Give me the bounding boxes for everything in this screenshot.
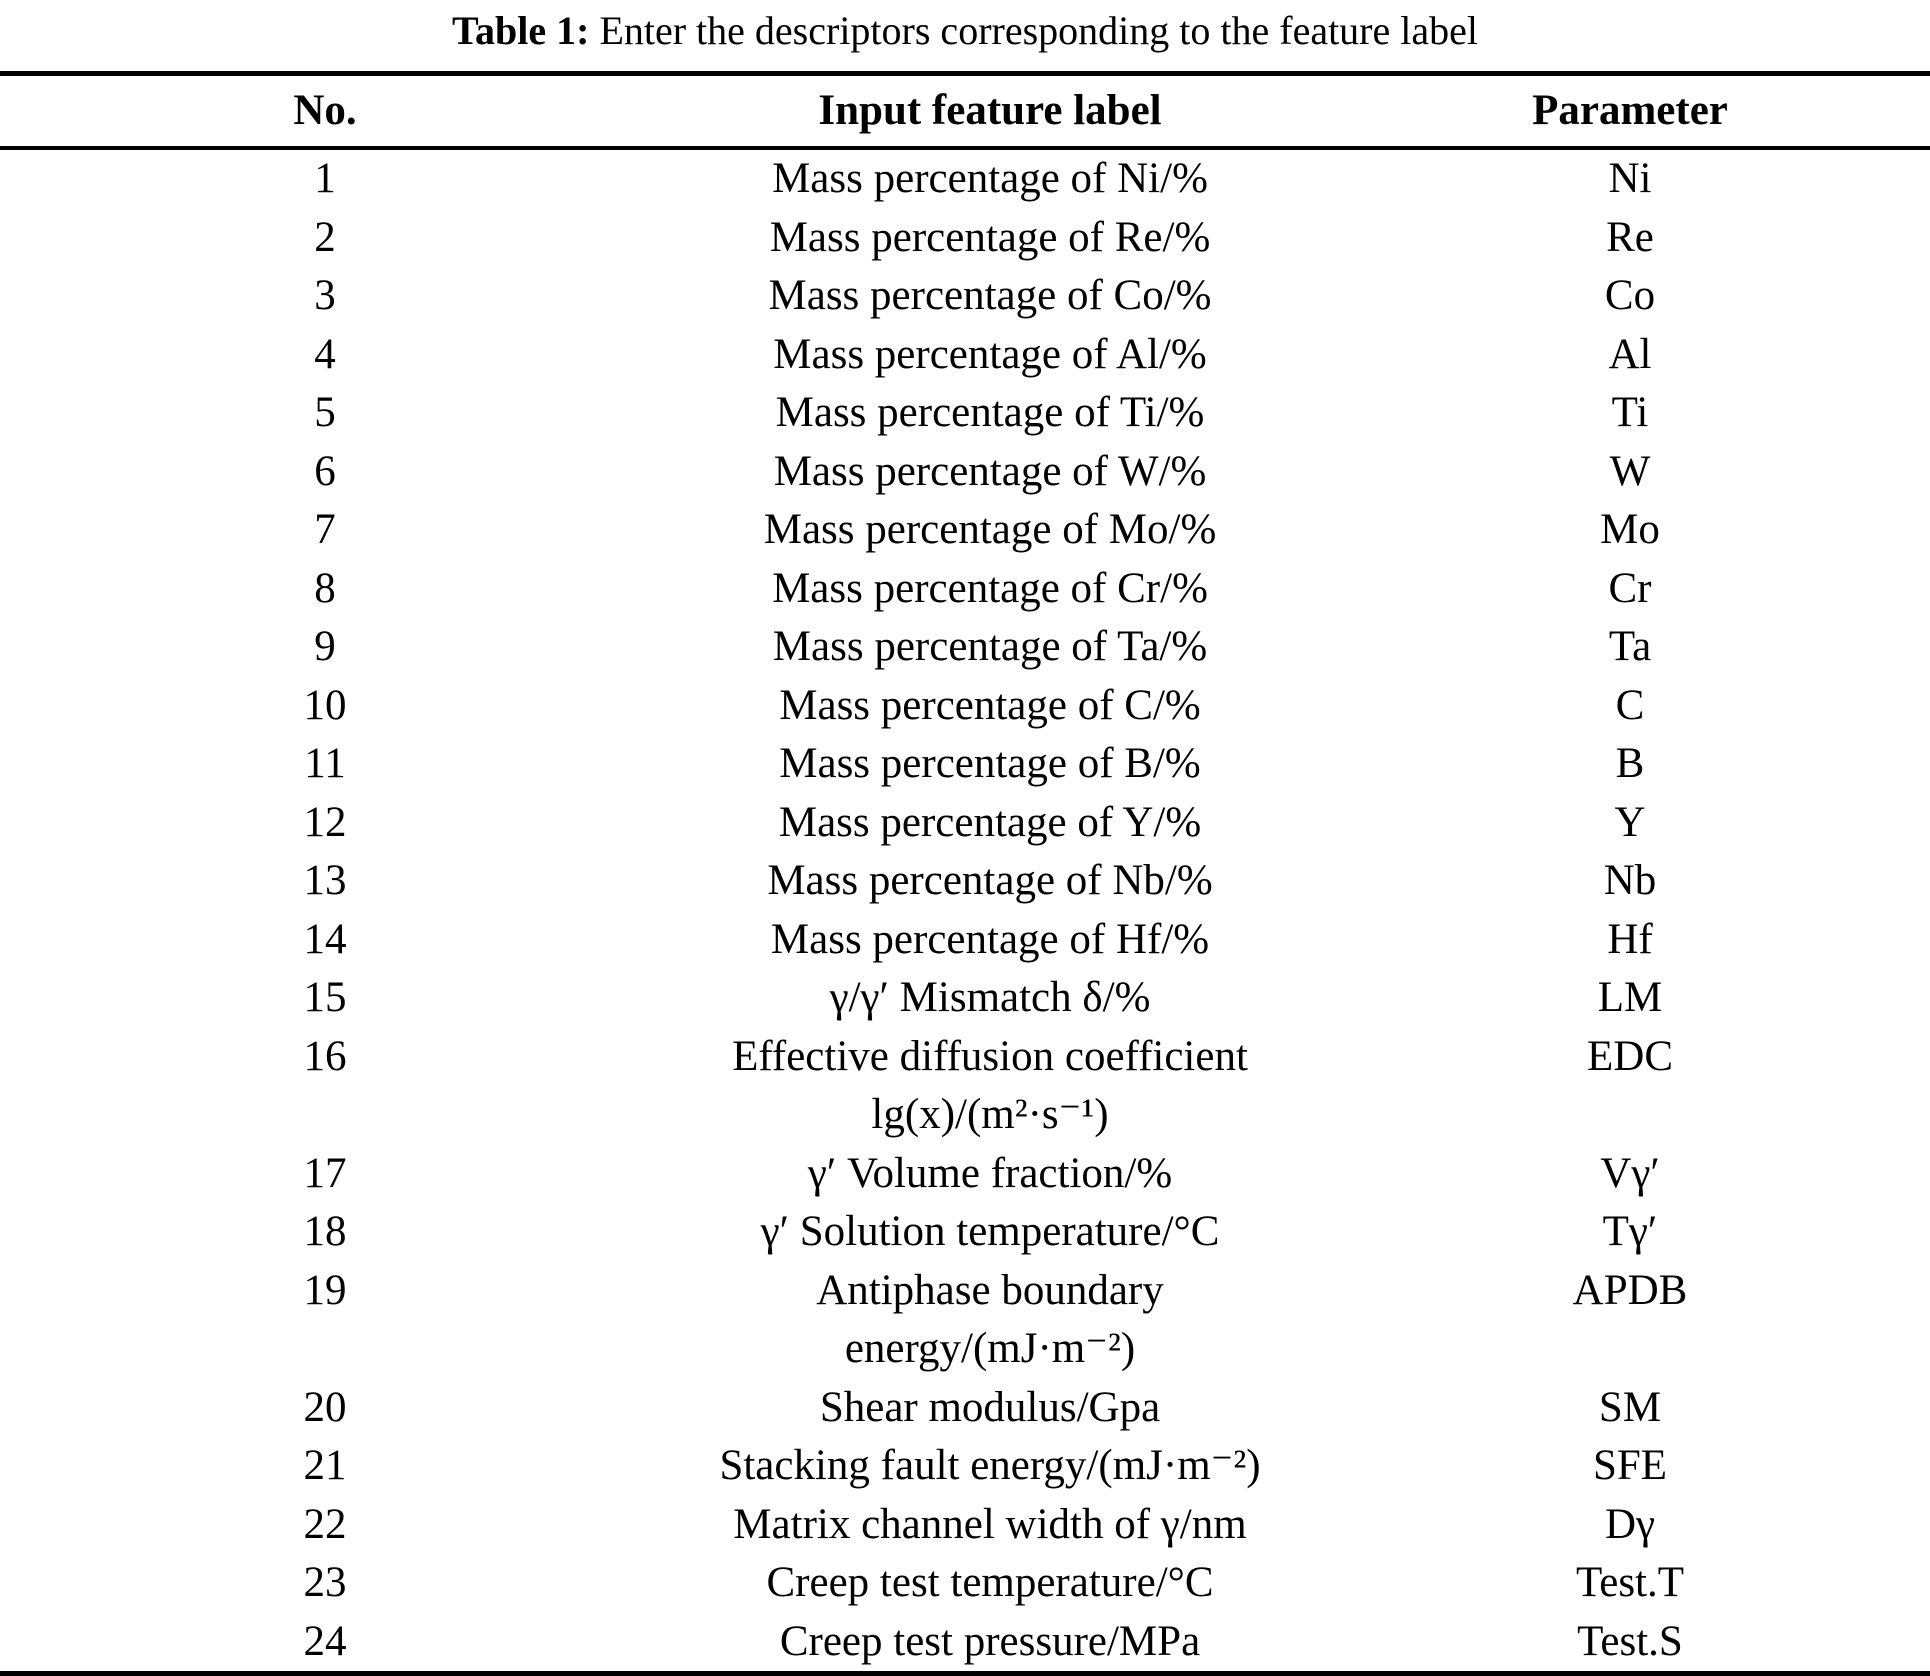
table-row	[0, 326, 1930, 385]
row-label	[650, 852, 1330, 911]
row-label	[650, 1262, 1330, 1379]
row-label	[650, 384, 1330, 443]
row-number: 11	[304, 740, 346, 787]
table-row	[0, 1613, 1930, 1672]
row-number: 15	[303, 974, 347, 1021]
row-parameter: Mo	[1600, 506, 1660, 553]
row-parameter: Nb	[1603, 857, 1657, 904]
row-number: 1	[314, 155, 336, 202]
row-number: 17	[303, 1149, 347, 1197]
row-label	[650, 560, 1330, 619]
row-label	[650, 794, 1330, 853]
row-number: 12	[303, 798, 347, 846]
column-header-input-feature-label: Input feature label	[818, 86, 1162, 134]
row-label-line1: Mass percentage of Hf/%	[770, 915, 1210, 963]
row-label-line1: Mass percentage of Mo/%	[763, 506, 1217, 553]
row-label	[650, 618, 1330, 677]
row-parameter: SM	[1598, 1383, 1662, 1431]
table-row	[0, 1262, 1930, 1379]
table-header-row	[0, 76, 1930, 146]
table-row	[0, 677, 1930, 736]
table-row	[0, 267, 1930, 326]
row-label-line1: Mass percentage of Y/%	[778, 798, 1202, 846]
table-row	[0, 209, 1930, 268]
row-label	[650, 150, 1330, 209]
row-label-line1: Antiphase boundary	[816, 1266, 1164, 1314]
row-parameter: Ti	[1611, 389, 1649, 436]
row-parameter: Cr	[1608, 564, 1652, 612]
row-number: 24	[303, 1617, 347, 1665]
table-caption-text: Enter the descriptors corresponding to the feature label	[599, 8, 1478, 53]
table-row	[0, 911, 1930, 970]
row-label-line1: Mass percentage of Re/%	[769, 213, 1211, 261]
row-label	[650, 1554, 1330, 1613]
row-parameter: Y	[1614, 798, 1646, 846]
table-row	[0, 852, 1930, 911]
row-number: 7	[314, 506, 336, 553]
table-row	[0, 735, 1930, 794]
row-number: 4	[314, 330, 336, 378]
row-label	[650, 1496, 1330, 1555]
row-parameter: Vγ′	[1600, 1149, 1660, 1197]
column-header-parameter: Parameter	[1532, 86, 1728, 134]
row-label-line1: Mass percentage of Al/%	[773, 330, 1207, 378]
row-number: 14	[303, 915, 347, 963]
row-label	[650, 209, 1330, 268]
table-row	[0, 443, 1930, 502]
row-number: 9	[314, 623, 336, 670]
row-label	[650, 677, 1330, 736]
row-parameter: Hf	[1607, 915, 1653, 963]
row-label	[650, 911, 1330, 970]
row-number: 6	[314, 447, 336, 495]
row-number: 18	[303, 1208, 347, 1255]
table-row	[0, 618, 1930, 677]
table-row	[0, 1437, 1930, 1496]
row-number: 5	[314, 389, 336, 436]
row-label-line1: Creep test temperature/°C	[766, 1559, 1214, 1606]
row-number: 8	[314, 564, 336, 612]
row-label	[650, 1145, 1330, 1204]
row-parameter: EDC	[1587, 1032, 1673, 1080]
row-parameter: Test.T	[1575, 1559, 1685, 1606]
row-parameter: Tγ′	[1602, 1208, 1658, 1255]
row-label	[650, 969, 1330, 1028]
row-label	[650, 267, 1330, 326]
row-number: 22	[303, 1500, 347, 1548]
row-label	[650, 326, 1330, 385]
table-row	[0, 969, 1930, 1028]
row-parameter: C	[1615, 681, 1645, 729]
row-label-line1: Mass percentage of B/%	[779, 740, 1201, 787]
row-number: 20	[303, 1383, 347, 1431]
row-label	[650, 501, 1330, 560]
row-parameter: W	[1609, 447, 1651, 495]
row-label-line1: Mass percentage of Ni/%	[772, 155, 1208, 202]
row-parameter: APDB	[1572, 1266, 1688, 1314]
row-label-line2: lg(x)/(m²·s⁻¹)	[871, 1091, 1109, 1138]
column-header-no: No.	[293, 86, 357, 134]
table-row	[0, 1554, 1930, 1613]
row-label-line1: Mass percentage of Ta/%	[772, 623, 1208, 670]
row-number: 16	[303, 1032, 347, 1080]
row-label-line1: Shear modulus/Gpa	[819, 1383, 1161, 1431]
row-parameter: Re	[1606, 213, 1654, 261]
row-parameter: Dγ	[1604, 1500, 1656, 1548]
table-row	[0, 794, 1930, 853]
table-row	[0, 1496, 1930, 1555]
row-number: 10	[303, 681, 347, 729]
row-label-line2: energy/(mJ·m⁻²)	[844, 1325, 1136, 1372]
row-label-line1: Mass percentage of C/%	[779, 681, 1201, 729]
row-parameter: LM	[1597, 974, 1663, 1021]
row-label	[650, 1028, 1330, 1145]
row-label	[650, 735, 1330, 794]
row-label-line1: Mass percentage of Cr/%	[772, 564, 1208, 612]
row-parameter: Al	[1608, 330, 1652, 378]
row-label-line1: Mass percentage of W/%	[773, 447, 1207, 495]
row-number: 13	[303, 857, 347, 904]
table-caption	[0, 8, 1930, 54]
row-label-line1: γ′ Volume fraction/%	[807, 1149, 1173, 1197]
row-label-line1: Matrix channel width of γ/nm	[733, 1500, 1247, 1548]
table-row	[0, 1203, 1930, 1262]
row-parameter: Test.S	[1577, 1617, 1683, 1665]
row-label	[650, 1613, 1330, 1672]
row-parameter: Co	[1604, 272, 1656, 319]
table-bottom-rule	[0, 1671, 1930, 1676]
row-number: 23	[303, 1559, 347, 1606]
row-label	[650, 1203, 1330, 1262]
row-label-line1: Stacking fault energy/(mJ·m⁻²)	[719, 1442, 1261, 1489]
table-row	[0, 1379, 1930, 1438]
row-label-line1: Creep test pressure/MPa	[779, 1617, 1201, 1665]
row-label-line1: γ/γ′ Mismatch δ/%	[829, 974, 1151, 1021]
row-label-line1: Effective diffusion coefficient	[732, 1032, 1248, 1080]
row-parameter: Ta	[1608, 623, 1652, 670]
row-parameter: Ni	[1608, 155, 1652, 202]
row-label	[650, 1379, 1330, 1438]
row-label	[650, 443, 1330, 502]
table-caption-label: Table 1:	[451, 8, 590, 53]
row-label	[650, 1437, 1330, 1496]
table-body	[0, 150, 1930, 1671]
table-row	[0, 1028, 1930, 1145]
table-row	[0, 150, 1930, 209]
table-row	[0, 1145, 1930, 1204]
row-parameter: SFE	[1592, 1442, 1668, 1489]
row-label-line1: γ′ Solution temperature/°C	[760, 1208, 1220, 1255]
row-number: 19	[303, 1266, 347, 1314]
table-row	[0, 560, 1930, 619]
table-row	[0, 384, 1930, 443]
row-label-line1: Mass percentage of Ti/%	[775, 389, 1205, 436]
row-number: 21	[303, 1442, 347, 1489]
row-number: 3	[314, 272, 336, 319]
row-label-line1: Mass percentage of Nb/%	[767, 857, 1213, 904]
table-row	[0, 501, 1930, 560]
row-parameter: B	[1615, 740, 1645, 787]
row-label-line1: Mass percentage of Co/%	[768, 272, 1212, 319]
row-number: 2	[314, 213, 336, 261]
